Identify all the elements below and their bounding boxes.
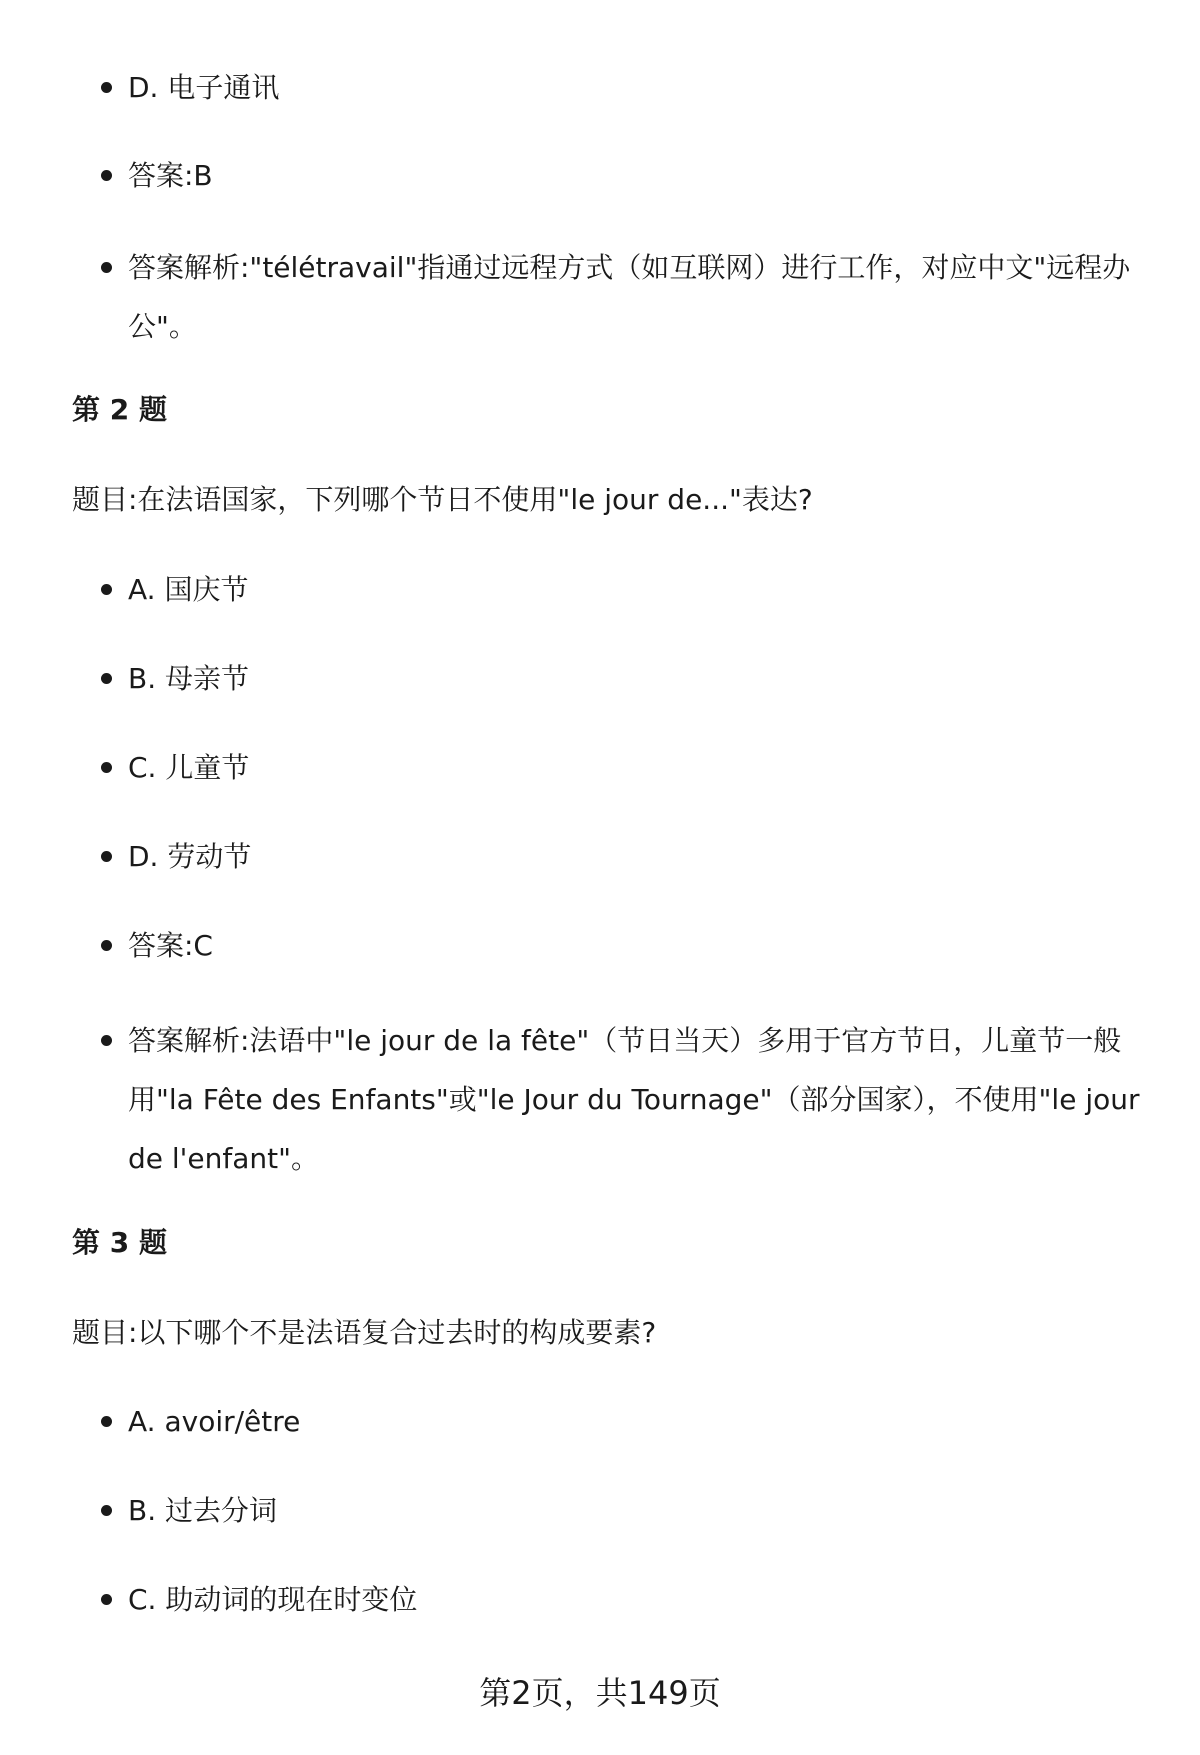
list-item-q2-option-b: B. 母亲节 [128, 649, 1158, 708]
question-2-heading: 第 2 题 [72, 393, 167, 426]
list-item-q2-option-d: D. 劳动节 [128, 827, 1158, 886]
question-3-text: 题目:以下哪个不是法语复合过去时的构成要素? [72, 1316, 657, 1349]
list-item-q3-option-a: A. avoir/être [128, 1392, 1158, 1451]
list-item-q2-option-c: C. 儿童节 [128, 738, 1158, 797]
list-item-q3-option-b: B. 过去分词 [128, 1481, 1158, 1540]
list-item-q3-option-c: C. 助动词的现在时变位 [128, 1570, 1158, 1629]
list-item-q2-option-a: A. 国庆节 [128, 560, 1158, 619]
list-item-q1-explanation: 答案解析:"télétravail"指通过远程方式（如互联网）进行工作，对应中文"远程办公"。 [128, 238, 1158, 356]
page-number-footer: 第2页，共149页 [479, 1674, 721, 1712]
list-item-q2-answer: 答案:C [128, 916, 1158, 975]
list-item-q1-option-d: D. 电子通讯 [128, 58, 1158, 117]
list-item-q1-answer: 答案:B [128, 146, 1158, 205]
question-3-heading: 第 3 题 [72, 1226, 167, 1259]
list-item-q2-explanation: 答案解析:法语中"le jour de la fête"（节日当天）多用于官方节日，儿童节一般用"la Fête des Enfants"或"le Jour du Tournage"（部分国家），不使用"le jour de l'enfant"。 [128, 1011, 1158, 1188]
question-2-text: 题目:在法语国家，下列哪个节日不使用"le jour de..."表达? [72, 483, 813, 516]
